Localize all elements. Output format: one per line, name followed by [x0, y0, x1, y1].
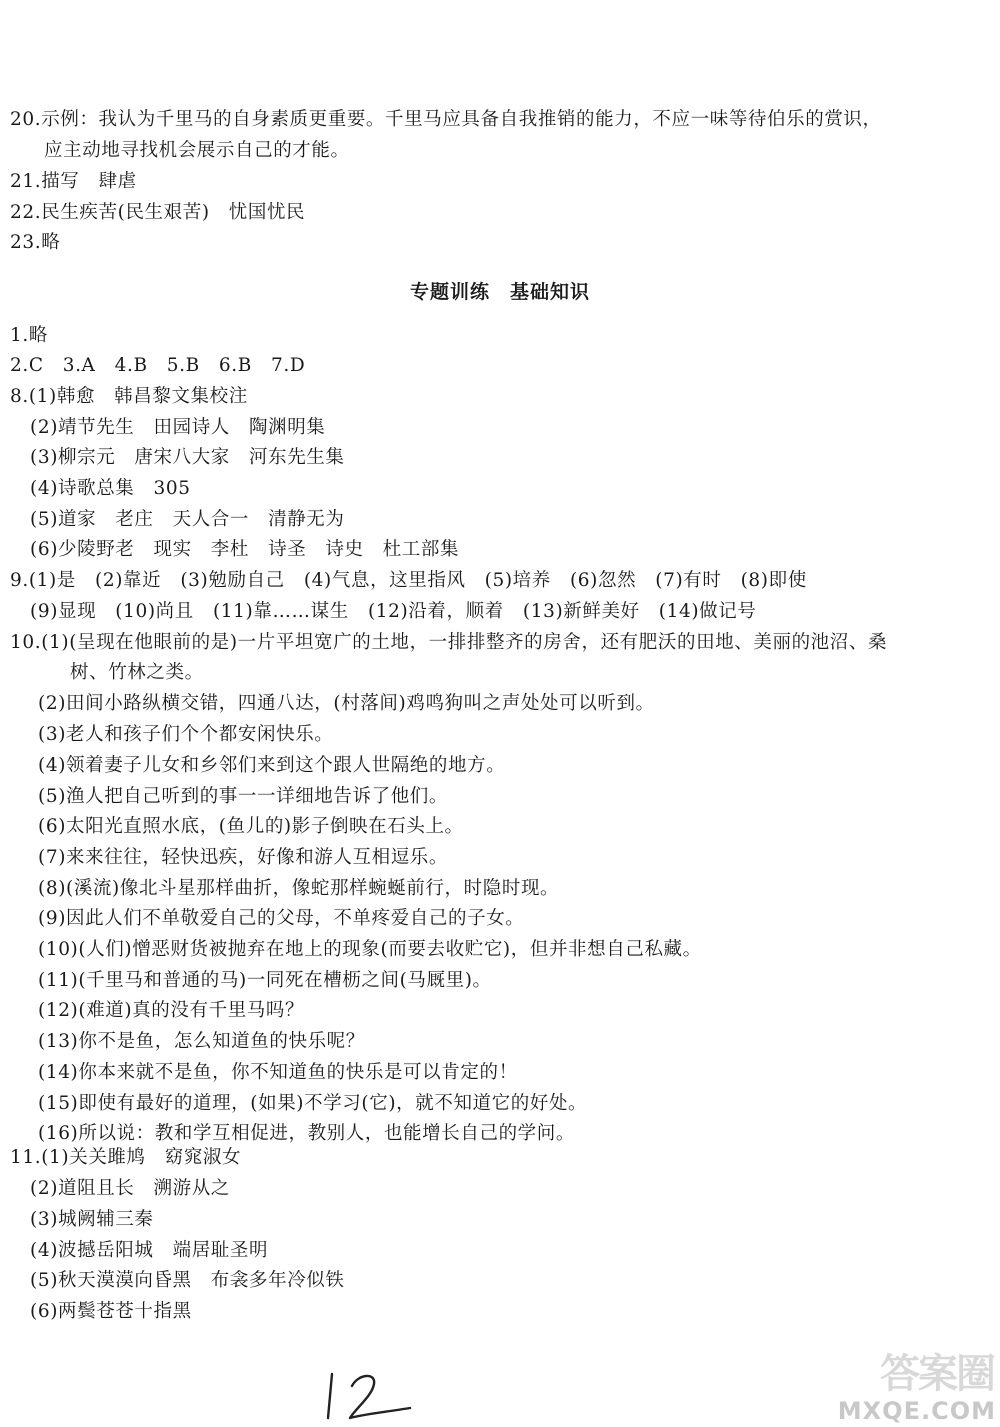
answer-8-2: (2)靖节先生 田园诗人 陶渊明集	[30, 417, 326, 438]
section-title: 专题训练 基础知识	[409, 281, 590, 303]
answer-10-2: (2)田间小路纵横交错，四通八达，(村落间)鸡鸣狗叫之声处处可以听到。	[38, 693, 655, 714]
answer-20-line-2: 应主动地寻找机会展示自己的才能。	[44, 140, 350, 161]
answer-10-14: (14)你本来就不是鱼，你不知道鱼的快乐是可以肯定的！	[38, 1062, 518, 1083]
answer-20-line-1: 20.示例：我认为千里马的自身素质更重要。千里马应具备自我推销的能力，不应一味等待伯乐的赏识，	[10, 109, 882, 130]
answer-8-6: (6)少陵野老 现实 李杜 诗圣 诗史 杜工部集	[30, 539, 460, 560]
answer-9-line-1: 9.(1)是 (2)靠近 (3)勉励自己 (4)气息，这里指风 (5)培养 (6)忽然 (7)有时 (8)即使	[10, 570, 807, 591]
handwritten-stroke-two	[350, 1376, 410, 1418]
watermark-logo: 答案圈	[880, 1351, 994, 1397]
answer-10-12: (12)(难道)真的没有千里马吗？	[38, 1000, 305, 1021]
answer-21: 21.描写 肆虐	[10, 171, 137, 192]
answer-22: 22.民生疾苦(民生艰苦) 忧国忧民	[10, 202, 306, 223]
answer-10-1-line-2: 树、竹林之类。	[70, 662, 204, 683]
answer-8-1: 8.(1)韩愈 韩昌黎文集校注	[10, 386, 248, 407]
answer-8-4: (4)诗歌总集 305	[30, 478, 191, 499]
answer-11-5: (5)秋天漠漠向昏黑 布衾多年冷似铁	[30, 1270, 345, 1291]
handwritten-stroke-one	[328, 1374, 332, 1418]
answer-10-10: (10)(人们)憎恶财货被抛弃在地上的现象(而要去收贮它)，但并非想自己私藏。	[38, 939, 702, 960]
answer-23: 23.略	[10, 232, 61, 253]
answer-10-9: (9)因此人们不单敬爱自己的父母，不单疼爱自己的子女。	[38, 908, 525, 929]
answer-10-4: (4)领着妻子儿女和乡邻们来到这个跟人世隔绝的地方。	[38, 755, 506, 776]
answer-11-1: 11.(1)关关雎鸠 窈窕淑女	[10, 1147, 242, 1168]
answer-10-16: (16)所以说：教和学互相促进，教别人，也能增长自己的学问。	[38, 1123, 575, 1144]
answer-10-8: (8)(溪流)像北斗星那样曲折，像蛇那样蜿蜒前行，时隐时现。	[38, 878, 560, 899]
answer-11-2: (2)道阻且长 溯游从之	[30, 1178, 230, 1199]
answer-10-11: (11)(千里马和普通的马)一同死在槽枥之间(马厩里)。	[38, 970, 492, 991]
answer-9-line-2: (9)显现 (10)尚且 (11)靠……谋生 (12)沿着，顺着 (13)新鲜美好 (14)做记号	[30, 601, 757, 622]
answer-10-13: (13)你不是鱼，怎么知道鱼的快乐呢？	[38, 1031, 365, 1052]
answer-10-3: (3)老人和孩子们个个都安闲快乐。	[38, 724, 334, 745]
answer-10-5: (5)渔人把自己听到的事一一详细地告诉了他们。	[38, 786, 449, 807]
answer-1: 1.略	[10, 325, 48, 346]
answer-10-1-line-1: 10.(1)(呈现在他眼前的是)一片平坦宽广的土地，一排排整齐的房舍，还有肥沃的田地、美丽的池沼、桑	[10, 632, 888, 653]
answer-8-3: (3)柳宗元 唐宋八大家 河东先生集	[30, 447, 345, 468]
answer-11-6: (6)两鬓苍苍十指黑	[30, 1301, 192, 1322]
answer-10-15: (15)即使有最好的道理，(如果)不学习(它)，就不知道它的好处。	[38, 1093, 588, 1114]
answer-11-4: (4)波撼岳阳城 端居耻圣明	[30, 1240, 269, 1261]
answer-8-5: (5)道家 老庄 天人合一 清静无为	[30, 509, 345, 530]
answer-10-7: (7)来来往往，轻快迅疾，好像和游人互相逗乐。	[38, 847, 449, 868]
site-watermark	[828, 1340, 1000, 1427]
watermark-site-text: MXQE.COM	[837, 1397, 996, 1425]
answer-11-3: (3)城阙辅三秦	[30, 1209, 154, 1230]
answer-2-7: 2.C 3.A 4.B 5.B 6.B 7.D	[10, 355, 306, 376]
answer-10-6: (6)太阳光直照水底，(鱼儿的)影子倒映在石头上。	[38, 816, 464, 837]
handwritten-page-number	[318, 1368, 418, 1424]
